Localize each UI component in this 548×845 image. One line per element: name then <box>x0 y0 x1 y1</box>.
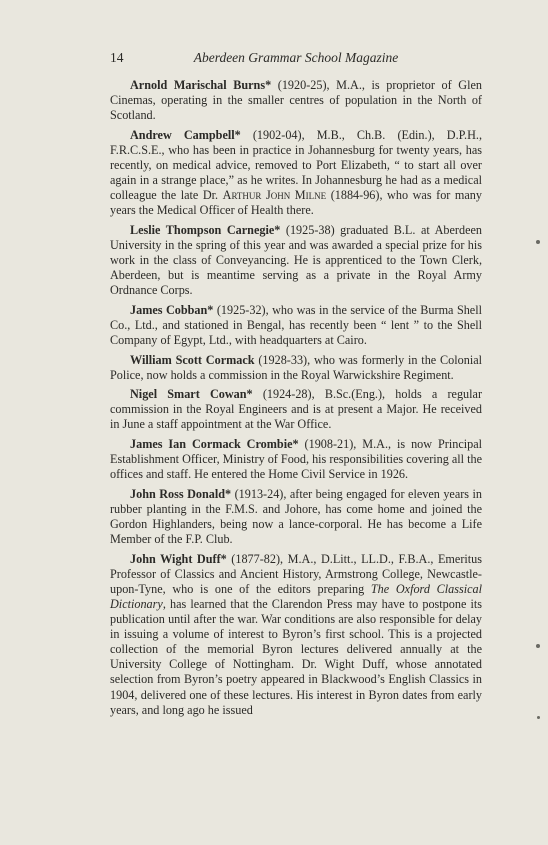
entry-cormack <box>110 353 482 383</box>
article-body <box>110 78 482 722</box>
entry-text: (1925-38) graduated B.L. at Aberdeen University in the spring of this year and was awarded a special prize for his work in the class of Conveyancing. He is apprenticed to the Town Clerk, Aberdeen, but is meantime serving as a private in the Royal Army Ordnance Corps. <box>110 222 482 298</box>
entry-text: (1908-21), M.A., is now Principal Establishment Officer, Ministry of Food, his responsibilities covering all the offices and staff. He entered the Home Civil Service in 1926. <box>110 437 483 482</box>
entry-text-continued: , has learned that the Clarendon Press may have to postpone its publication until after the war. War conditions are also responsible for delay in issuing a volume of interest to Byron’s first school. This is a projected collection of the memorial Byron lectures delivered annually at the University College of Nottingham. Dr. Wight Duff, whose annotated selection from Byron’s poetry appeared in Blackwood’s English Classics in 1904, delivered one of these lectures. His interest in Byron dates from early years, and long ago he issued <box>110 597 482 717</box>
entry-text: (1928-33), who was formerly in the Colonial Police, now holds a commission in the Royal Warwickshire Regiment. <box>110 352 482 382</box>
running-title: Aberdeen Grammar School Magazine <box>193 50 399 65</box>
person-name: Leslie Thompson Carnegie* <box>130 222 281 237</box>
entry-burns <box>110 78 482 123</box>
person-name: John Ross Donald* <box>130 486 232 501</box>
entry-text-continued: (1884-96), who was for many years the Medical Officer of Health there. <box>110 188 482 218</box>
person-name: John Wight Duff* <box>130 551 227 566</box>
entry-duff <box>110 552 482 718</box>
entry-text: (1902-04), M.B., Ch.B. (Edin.), D.P.H., F.R.C.S.E., who has been in practice in Johannesburg for twenty years, has recently, on medical advice, removed to Port Elizabeth, “ to start all over again in a strange place,” as he writes. In Johannesburg he had as a medical colleague the late Dr. <box>110 127 482 203</box>
person-name: Nigel Smart Cowan* <box>130 387 253 402</box>
entry-text: (1925-32), who was in the service of the Burma Shell Co., Ltd., and stationed in Bengal, has recently been “ lent ” to the Shell Company of Egypt, Ltd., with headquarters at Cairo. <box>110 302 482 347</box>
entry-text: (1913-24), after being engaged for eleven years in rubber planting in the F.M.S. and Johore, has come home and joined the Gordon Highlanders, being now a lance-corporal. He has become a Life Member of the F.P. Club. <box>110 486 482 547</box>
entry-cowan <box>110 387 482 432</box>
person-name: William Scott Cormack <box>130 352 255 367</box>
entry-text: (1924-28), B.Sc.(Eng.), holds a regular commission in the Royal Engineers and is at present a Major. He received in June a staff appointment at the War Office. <box>110 387 483 432</box>
entry-campbell <box>110 128 482 219</box>
page-header <box>110 50 482 70</box>
entry-cobban <box>110 303 482 348</box>
page-number: 14 <box>110 50 124 65</box>
entry-carnegie <box>110 223 482 298</box>
book-title: The Oxford Classical Dictionary <box>110 581 482 611</box>
person-name: James Cobban* <box>130 302 214 317</box>
referenced-name: Arthur John Milne <box>222 188 327 203</box>
paper-speck <box>536 240 540 244</box>
paper-speck <box>537 716 540 719</box>
person-name: Andrew Campbell* <box>130 127 241 142</box>
entry-crombie <box>110 437 482 482</box>
person-name: James Ian Cormack Crombie* <box>130 437 299 452</box>
entry-donald <box>110 487 482 547</box>
entry-text: (1877-82), M.A., D.Litt., LL.D., F.B.A., Emeritus Professor of Classics and Ancient History, Armstrong College, Newcastle-upon-Tyne, who is one of the editors preparing <box>110 551 482 596</box>
paper-speck <box>536 644 540 648</box>
person-name: Arnold Marischal Burns* <box>130 78 272 92</box>
entry-text: (1920-25), M.A., is proprietor of Glen Cinemas, operating in the smaller centres of population in the North of Scotland. <box>110 78 482 123</box>
